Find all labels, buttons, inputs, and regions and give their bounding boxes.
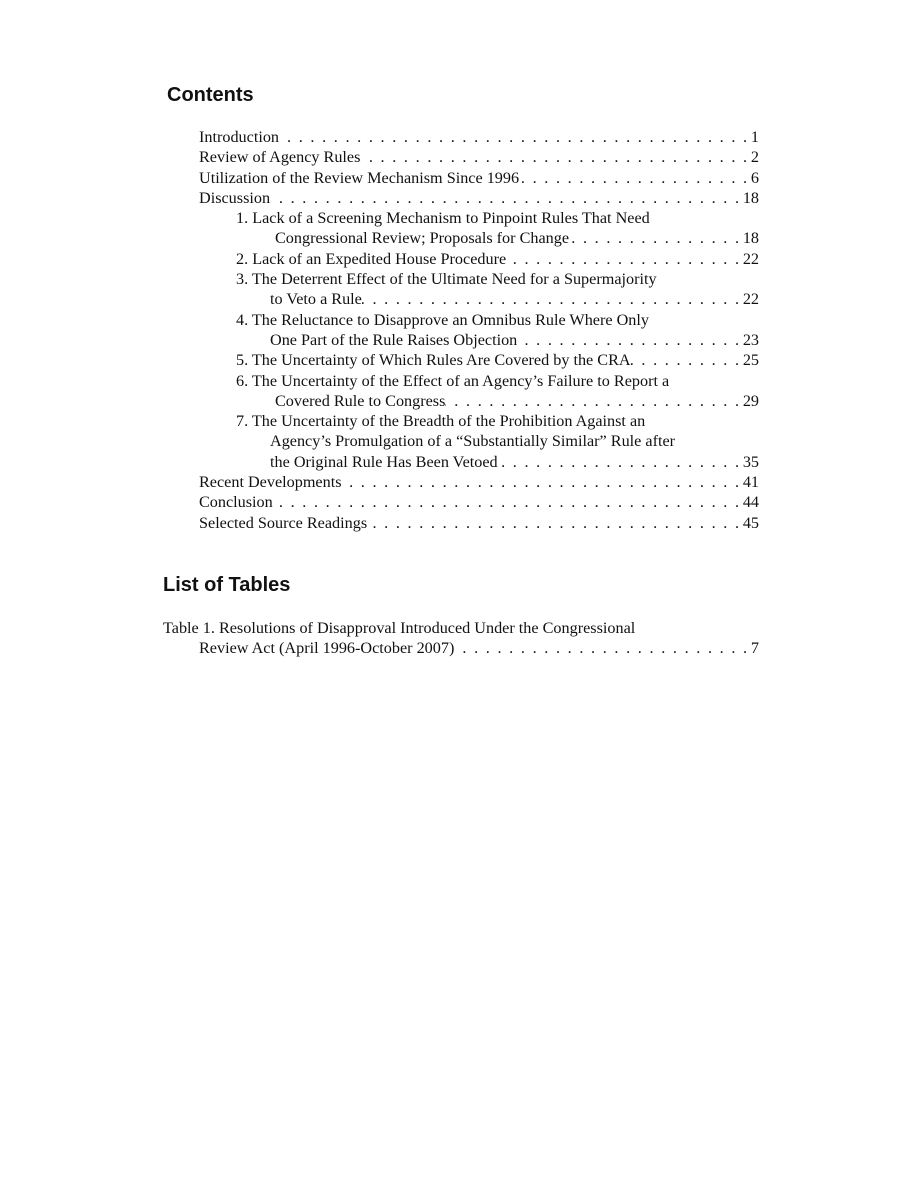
toc-subentry-title-line: Agency’s Promulgation of a “Substantially Similar” Rule after — [270, 432, 676, 451]
toc-page-number: 44 — [742, 493, 759, 512]
toc-page-number: 22 — [742, 290, 759, 309]
toc-entry[interactable] — [199, 492, 759, 512]
toc-page-number: 2 — [750, 148, 759, 167]
toc-subentry[interactable] — [236, 269, 759, 310]
toc-page-number: 25 — [742, 351, 759, 370]
toc-entry[interactable] — [199, 513, 759, 533]
toc-page-number: 6 — [750, 168, 759, 187]
toc-subentry[interactable] — [236, 208, 759, 249]
toc-entry-title: Review of Agency Rules — [199, 148, 361, 167]
toc-subentry[interactable] — [236, 249, 759, 269]
toc-subentry-number: 2. — [236, 249, 249, 268]
toc-entry[interactable] — [199, 147, 759, 167]
leader-dots — [631, 350, 743, 370]
toc-page-number: 23 — [742, 330, 759, 349]
toc-subentry-number: 5. — [236, 351, 249, 370]
toc-page-number: 22 — [742, 249, 759, 268]
toc-subentry[interactable] — [236, 411, 759, 472]
contents-list — [199, 127, 759, 533]
table-entry-title-line: Review Act (April 1996-October 2007) — [199, 639, 455, 658]
toc-page-number: 1 — [750, 128, 759, 146]
toc-page-number: 41 — [742, 473, 759, 492]
leader-dots — [445, 391, 742, 411]
toc-page-number: 29 — [742, 391, 759, 410]
toc-page-number: 18 — [742, 188, 759, 207]
leader-dots — [454, 638, 751, 658]
leader-dots — [279, 127, 751, 147]
toc-subentry[interactable] — [236, 350, 759, 370]
toc-subentry-title-line: the Original Rule Has Been Vetoed — [270, 452, 498, 471]
toc-entry-title: Discussion — [199, 188, 271, 207]
list-of-tables-heading: List of Tables — [163, 574, 291, 596]
leader-dots — [506, 249, 743, 269]
toc-subentry[interactable] — [236, 310, 759, 351]
leader-dots — [270, 188, 743, 208]
toc-page-number: 35 — [742, 452, 759, 471]
toc-subentry-title-line: The Uncertainty of Which Rules Are Covered by the CRA — [251, 351, 631, 370]
toc-entry[interactable] — [199, 127, 759, 147]
toc-subentry-title-line: Covered Rule to Congress — [275, 391, 446, 410]
toc-page-number: 18 — [742, 229, 759, 248]
toc-subentry-title-line: The Deterrent Effect of the Ultimate Need for a Supermajority — [251, 270, 657, 289]
toc-page-number: 45 — [742, 513, 759, 532]
toc-subentry-title-line: to Veto a Rule — [270, 290, 362, 309]
toc-subentry-number: 3. — [236, 270, 249, 289]
toc-entry[interactable] — [199, 188, 759, 208]
toc-entry[interactable] — [199, 472, 759, 492]
leader-dots — [342, 472, 743, 492]
toc-page-number: 7 — [750, 639, 759, 658]
toc-entry-title: Introduction — [199, 128, 280, 146]
toc-subentry-title-line: Lack of an Expedited House Procedure — [252, 249, 507, 268]
leader-dots — [517, 330, 743, 350]
leader-dots — [362, 289, 743, 309]
toc-entry-title: Utilization of the Review Mechanism Since 1996 — [199, 168, 520, 187]
contents-heading: Contents — [167, 84, 254, 106]
toc-subentry-title-line: One Part of the Rule Raises Objection — [270, 330, 518, 349]
toc-entry-title: Selected Source Readings — [199, 513, 368, 532]
toc-subentry-title-line: The Uncertainty of the Breadth of the Prohibition Against an — [251, 412, 646, 431]
leader-dots — [273, 492, 743, 512]
toc-subentry-title-line: Lack of a Screening Mechanism to Pinpoint Rules That Need — [252, 209, 650, 228]
leader-dots — [360, 147, 751, 167]
toc-subentry[interactable] — [236, 371, 759, 412]
toc-entry-title: Recent Developments — [199, 473, 342, 492]
leader-dots — [498, 452, 743, 472]
tables-list — [163, 618, 759, 659]
toc-subentry-number: 7. — [236, 412, 249, 431]
toc-subentry-number: 6. — [236, 371, 249, 390]
table-entry-title-line: Table 1. Resolutions of Disapproval Introduced Under the Congressional — [163, 619, 636, 637]
leader-dots — [367, 513, 743, 533]
toc-subentry-title-line: Congressional Review; Proposals for Change — [275, 229, 570, 248]
table-entry[interactable] — [163, 618, 759, 659]
toc-subentry-number: 4. — [236, 310, 249, 329]
leader-dots — [569, 228, 743, 248]
toc-subentry-number: 1. — [236, 209, 249, 228]
toc-subentry-title-line: The Uncertainty of the Effect of an Agency’s Failure to Report a — [251, 371, 670, 390]
toc-entry-title: Conclusion — [199, 493, 273, 512]
leader-dots — [519, 168, 751, 188]
toc-entry[interactable] — [199, 168, 759, 188]
toc-subentry-title-line: The Reluctance to Disapprove an Omnibus Rule Where Only — [251, 310, 649, 329]
